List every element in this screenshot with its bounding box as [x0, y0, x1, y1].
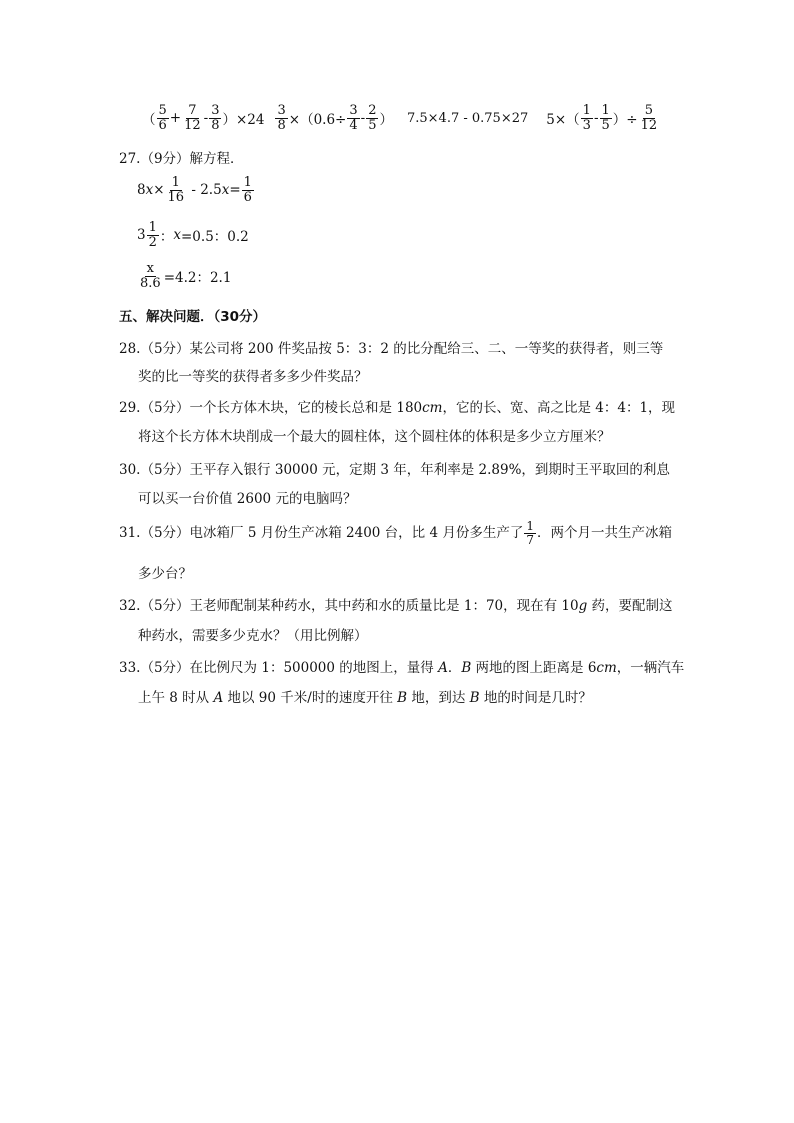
fraction: $\frac{1}{5}$ [601, 103, 610, 133]
question-28-line-2: 奖的比一等奖的获得者多多少件奖品？ [138, 369, 368, 385]
text: 药，要配制这 [587, 598, 673, 614]
text: 地，到达 [407, 690, 470, 706]
section-title: 五、解决问题．（30分） [119, 309, 267, 325]
expression-text: =4.2：2.1 [163, 270, 232, 287]
equation-3 [137, 262, 231, 290]
point-label: B [461, 660, 472, 676]
fraction: $\frac{3}{8}$ [277, 103, 286, 133]
text: 地以 90 千米/时的速度开往 [223, 690, 398, 706]
expr-2 [274, 104, 393, 132]
operator: - [203, 110, 209, 127]
text: 31.（5分）电冰箱厂 5 月份生产冰箱 2400 台，比 4 月份多生产了 [119, 525, 524, 542]
fraction: $\frac{1}{16}$ [167, 175, 185, 205]
fraction: $\frac{1}{3}$ [582, 103, 591, 133]
unit: cm [422, 400, 443, 416]
fraction: $\frac{1}{6}$ [243, 175, 252, 205]
point-label: A [213, 690, 224, 706]
text: ，一辆汽车 [616, 660, 685, 676]
question-33-line-1 [119, 658, 684, 678]
equation-2 [137, 221, 249, 249]
text: 上午 8 时从 [138, 690, 214, 706]
text: ． [447, 660, 462, 676]
expression-text: ×（0.6÷ [288, 112, 347, 129]
question-27-header: 27.（9分）解方程． [119, 151, 244, 167]
question-31-line-2: 多少台？ [138, 566, 192, 582]
question-32-line-2: 种药水，需要多少克水？（用比例解） [138, 628, 368, 644]
expr-4 [546, 104, 660, 132]
fraction: $\frac{1}{7}$ [526, 519, 534, 547]
question-30-line-2: 可以买一台价值 2600 元的电脑吗？ [138, 491, 357, 507]
fraction: $\frac{2}{5}$ [368, 103, 377, 133]
question-32-line-1 [119, 596, 673, 616]
expression-text: 5×（ [546, 112, 580, 129]
fraction: $\frac{3}{8}$ [211, 103, 220, 133]
operator: × [153, 182, 165, 199]
coefficient: 8 [137, 182, 146, 199]
point-label: B [397, 690, 408, 706]
text: 29.（5分）一个长方体木块，它的棱长总和是 180 [119, 400, 423, 416]
equals: = [229, 182, 241, 199]
unit: cm [596, 660, 617, 676]
unit: g [578, 598, 588, 614]
equation-1 [137, 176, 255, 204]
question-31-line-1 [119, 520, 672, 546]
paren-close: ）×24 [222, 112, 265, 129]
fraction: $\frac{7}{12}$ [184, 103, 201, 133]
point-label: B [469, 690, 480, 706]
fraction: $\frac{3}{4}$ [349, 103, 358, 133]
operator: ： [159, 229, 174, 246]
expr-1 [142, 104, 264, 132]
fraction: $\frac{5}{6}$ [158, 103, 167, 133]
expression-text: =0.5：0.2 [181, 229, 249, 246]
question-33-line-2 [138, 688, 592, 708]
fraction: $\frac{x}{8.6}$ [140, 261, 161, 291]
question-29-line-1 [119, 398, 675, 418]
text: 32.（5分）王老师配制某种药水，其中药和水的质量比是 1：70，现在有 10 [119, 598, 579, 614]
operator: - [593, 110, 599, 127]
calc-row [142, 104, 660, 132]
variable: x [173, 227, 181, 244]
expression-text: ）÷ [612, 112, 638, 129]
operator: + [169, 110, 182, 127]
question-29-line-2: 将这个长方体木块削成一个最大的圆柱体，这个圆柱体的体积是多少立方厘米？ [138, 429, 611, 445]
point-label: A [438, 660, 448, 676]
text: ．两个月一共生产冰箱 [536, 525, 672, 542]
operator: - [360, 110, 366, 127]
question-30-line-1: 30.（5分）王平存入银行 30000 元，定期 3 年，年利率是 2.89%，到期时王平取回的利息 [119, 462, 670, 478]
paren-open: （ [142, 112, 156, 129]
whole-number: 3 [137, 227, 146, 244]
question-28-line-1: 28.（5分）某公司将 200 件奖品按 5：3：2 的比分配给三、二、一等奖的获得者，则三等 [119, 341, 664, 357]
fraction: $\frac{5}{12}$ [640, 103, 658, 133]
variable: x [145, 182, 154, 199]
text: ，它的长、宽、高之比是 4：4：1，现 [442, 400, 676, 416]
paren-close: ） [379, 112, 393, 129]
text: 33.（5分）在比例尺为 1：500000 的地图上，量得 [119, 660, 439, 676]
fraction: $\frac{1}{2}$ [148, 220, 157, 250]
text: 地的时间是几时？ [479, 690, 592, 706]
variable: x [221, 182, 230, 199]
operator: - 2.5 [187, 182, 222, 199]
expr-3: 7.5×4.7 - 0.75×27 [406, 110, 529, 126]
text: 两地的图上距离是 6 [471, 660, 597, 676]
